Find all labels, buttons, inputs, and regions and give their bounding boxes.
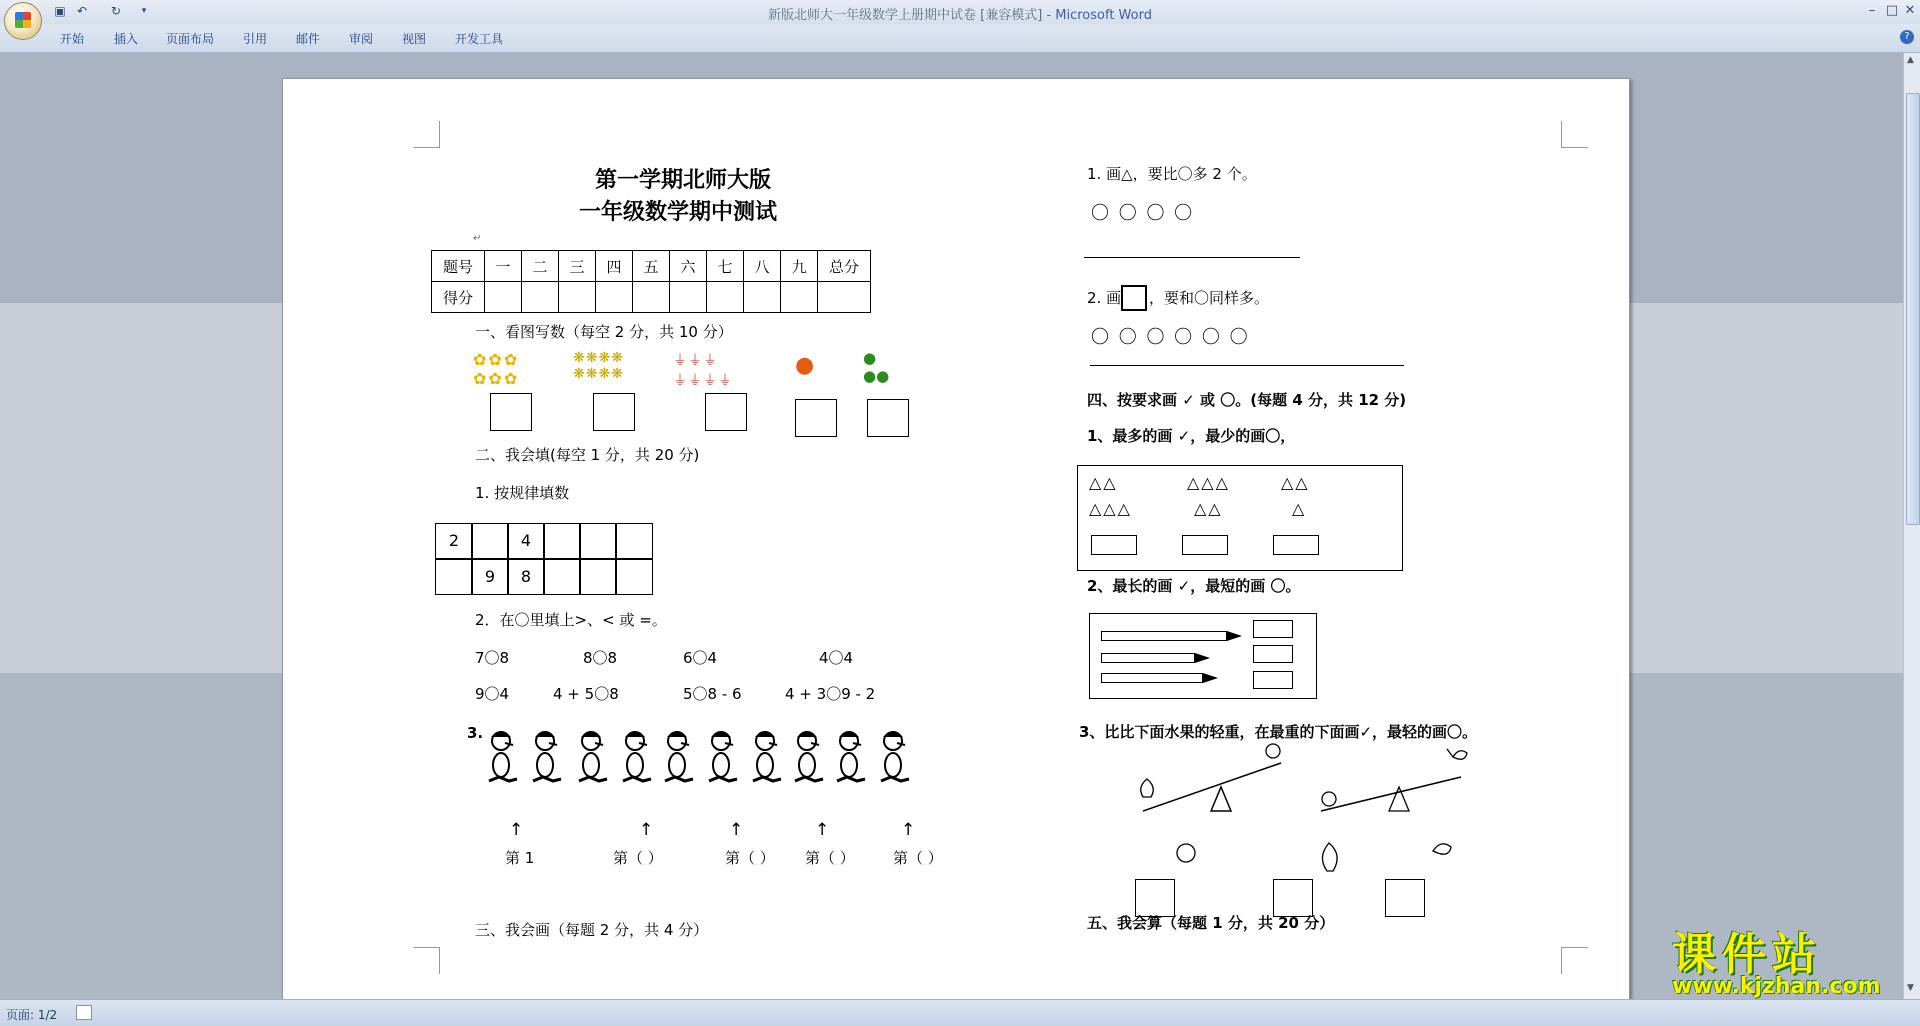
- proofing-icon[interactable]: [76, 1005, 92, 1020]
- page-title: 第一学期北师大版: [595, 168, 772, 193]
- sequence-cell[interactable]: [615, 523, 653, 559]
- crop-mark: [413, 947, 440, 974]
- compare-3: 6〇4: [683, 649, 718, 667]
- title-bar: [0, 0, 1920, 24]
- pencil-short: [1101, 653, 1195, 663]
- paragraph-mark: ↵: [473, 233, 482, 244]
- compare-6: 4 + 5〇8: [553, 685, 619, 703]
- pencil-long: [1101, 631, 1227, 641]
- triangle-group-2: △△△: [1187, 473, 1230, 492]
- help-icon[interactable]: ?: [1900, 30, 1914, 44]
- page-subtitle: 一年级数学期中测试: [579, 200, 778, 225]
- sequence-cell[interactable]: [435, 559, 473, 595]
- answer-box[interactable]: [1253, 645, 1293, 663]
- score-header-cell: 三: [559, 251, 596, 282]
- score-cell[interactable]: [522, 282, 559, 313]
- scroll-up-icon[interactable]: ▲: [1907, 55, 1914, 65]
- question-4-1: 1、最多的画 ✓，最少的画〇，: [1087, 427, 1296, 445]
- maximize-button[interactable]: □: [1885, 3, 1899, 18]
- score-header-cell: 六: [670, 251, 707, 282]
- page-count[interactable]: 页面: 1/2: [6, 1008, 58, 1022]
- sequence-cell[interactable]: [543, 559, 581, 595]
- arrow-icon: ↑: [815, 820, 830, 840]
- question-2-2: 2．在〇里填上>、< 或 =。: [475, 611, 667, 629]
- sequence-cell: 8: [507, 559, 545, 595]
- tab-home[interactable]: 开始: [60, 32, 85, 46]
- crop-mark: [413, 121, 440, 148]
- score-header-cell: 七: [707, 251, 744, 282]
- section-4-heading: 四、按要求画 ✓ 或 〇。(每题 4 分，共 12 分): [1087, 391, 1407, 409]
- flower-picture: ✿✿✿ ✿✿✿: [473, 350, 520, 388]
- draw-question-2-suffix: ，要和〇同样多。: [1149, 289, 1270, 307]
- duck-picture: [703, 727, 739, 791]
- compare-5: 9〇4: [475, 685, 510, 703]
- duck-picture: [747, 727, 783, 791]
- score-cell[interactable]: [559, 282, 596, 313]
- answer-box[interactable]: [1091, 535, 1137, 555]
- score-header-cell: 八: [744, 251, 781, 282]
- sequence-cell[interactable]: [579, 523, 617, 559]
- score-cell[interactable]: [781, 282, 818, 313]
- document-name: 新版北师大一年级数学上册期中试卷 [兼容模式] -: [768, 8, 1056, 23]
- watermark-logo: [1668, 918, 1920, 1008]
- score-cell[interactable]: [633, 282, 670, 313]
- crop-mark: [1561, 947, 1588, 974]
- balance-scales-figure: [1123, 739, 1503, 899]
- score-cell[interactable]: [670, 282, 707, 313]
- tab-page-layout[interactable]: 页面布局: [166, 32, 215, 46]
- sequence-cell[interactable]: [579, 559, 617, 595]
- answer-line: [1084, 257, 1300, 258]
- question-2-1: 1. 按规律填数: [475, 484, 570, 502]
- order-label-5: 第（ ）: [893, 849, 943, 867]
- answer-box[interactable]: [593, 393, 635, 431]
- tab-view[interactable]: 视图: [402, 32, 427, 46]
- draw-question-2-prefix: 2. 画: [1087, 289, 1122, 307]
- tab-review[interactable]: 审阅: [349, 32, 374, 46]
- score-header-cell: 四: [596, 251, 633, 282]
- answer-box[interactable]: [490, 393, 532, 431]
- section-3-heading: 三、我会画（每题 2 分，共 4 分）: [475, 921, 709, 939]
- sequence-cell[interactable]: [543, 523, 581, 559]
- tab-insert[interactable]: 插入: [114, 32, 139, 46]
- customize-icon[interactable]: ▾: [141, 6, 147, 16]
- compare-1: 7〇8: [475, 649, 510, 667]
- office-button[interactable]: [4, 2, 42, 40]
- score-cell[interactable]: [707, 282, 744, 313]
- duck-picture: [573, 727, 609, 791]
- answer-box[interactable]: [1385, 879, 1425, 917]
- answer-box[interactable]: [1253, 671, 1293, 689]
- tab-mailings[interactable]: 邮件: [296, 32, 321, 46]
- circle-row-2: 〇 〇 〇 〇 〇 〇: [1091, 327, 1250, 348]
- redo-icon[interactable]: ↻: [110, 4, 122, 18]
- sequence-cell: 4: [507, 523, 545, 559]
- bee-picture: ❋❋❋❋ ❋❋❋❋: [573, 350, 624, 382]
- duck-picture: [483, 727, 519, 791]
- triangle-group-6: △: [1292, 499, 1307, 518]
- compare-8: 4 + 3〇9 - 2: [785, 685, 876, 703]
- compare-7: 5〇8 - 6: [683, 685, 742, 703]
- duck-picture: [875, 727, 911, 791]
- section-5-heading: 五、我会算（每题 1 分，共 20 分）: [1087, 914, 1335, 932]
- question-4-3: 3、比比下面水果的轻重，在最重的下面画✓，最轻的画〇。: [1079, 723, 1478, 741]
- save-icon[interactable]: ▣: [54, 4, 66, 18]
- arrow-icon: ↑: [639, 820, 654, 840]
- answer-box[interactable]: [867, 399, 909, 437]
- circle-row-1: 〇 〇 〇 〇: [1091, 203, 1195, 224]
- pencil-medium: [1101, 673, 1203, 683]
- score-header-cell: 九: [781, 251, 818, 282]
- order-label-1: 第 1: [505, 849, 535, 867]
- score-cell[interactable]: [818, 282, 871, 313]
- triangle-panel: [1077, 465, 1403, 571]
- answer-box[interactable]: [795, 399, 837, 437]
- app-name: Microsoft Word: [1055, 8, 1152, 23]
- duck-picture: [659, 727, 695, 791]
- scroll-down-icon[interactable]: ▼: [1907, 983, 1914, 993]
- score-table: [431, 250, 871, 313]
- arrow-icon: ↑: [509, 820, 524, 840]
- window-title: [0, 4, 1920, 23]
- compare-2: 8〇8: [583, 649, 618, 667]
- score-cell[interactable]: [485, 282, 522, 313]
- score-header-cell: 二: [522, 251, 559, 282]
- sequence-cell[interactable]: [615, 559, 653, 595]
- red-shoes-picture: ⏚⏚⏚ ⏚⏚⏚⏚: [673, 353, 733, 389]
- minimize-button[interactable]: –: [1868, 3, 1876, 18]
- answer-box[interactable]: [1182, 535, 1228, 555]
- compare-4: 4〇4: [819, 649, 854, 667]
- close-button[interactable]: ✕: [1904, 3, 1916, 18]
- undo-icon[interactable]: ↶: [76, 4, 88, 18]
- duck-picture: [789, 727, 825, 791]
- order-label-4: 第（ ）: [805, 849, 855, 867]
- triangle-group-5: △△: [1194, 499, 1223, 518]
- scroll-thumb[interactable]: [1906, 93, 1920, 525]
- section-1-heading: 一、看图写数（每空 2 分，共 10 分）: [475, 323, 733, 341]
- score-value-row: [432, 282, 871, 313]
- peach-picture: ●: [795, 353, 815, 378]
- duck-picture: [617, 727, 653, 791]
- sequence-cell: 2: [435, 523, 473, 559]
- order-label-2: 第（ ）: [613, 849, 663, 867]
- score-cell[interactable]: [744, 282, 781, 313]
- score-header-cell: 总分: [818, 251, 871, 282]
- arrow-icon: ↑: [901, 820, 916, 840]
- watermark-text: 课件站: [1672, 929, 1822, 980]
- tab-references[interactable]: 引用: [243, 32, 268, 46]
- score-header-cell: 五: [633, 251, 670, 282]
- question-2-3: 3.: [467, 724, 484, 742]
- score-header-row: [432, 251, 871, 282]
- score-header-cell: 一: [485, 251, 522, 282]
- tab-developer[interactable]: 开发工具: [455, 32, 504, 46]
- document-page[interactable]: [282, 78, 1630, 1010]
- draw-question-1: 1. 画△，要比〇多 2 个。: [1087, 165, 1257, 183]
- arrow-icon: ↑: [729, 820, 744, 840]
- question-4-2: 2、最长的画 ✓，最短的画 〇。: [1087, 577, 1301, 595]
- square-sample: [1121, 285, 1147, 311]
- vertical-scrollbar[interactable]: [1903, 53, 1920, 999]
- triangle-group-4: △△△: [1089, 499, 1132, 518]
- answer-line: [1090, 365, 1404, 366]
- duck-picture: [527, 727, 563, 791]
- answer-box[interactable]: [1273, 535, 1319, 555]
- duck-picture: [831, 727, 867, 791]
- answer-box[interactable]: [705, 393, 747, 431]
- status-bar: [0, 999, 1920, 1026]
- sequence-cell: 9: [471, 559, 509, 595]
- green-apple-picture: ● ●●: [863, 349, 890, 385]
- triangle-group-1: △△: [1089, 473, 1118, 492]
- score-cell: 得分: [432, 282, 485, 313]
- score-cell[interactable]: [596, 282, 633, 313]
- crop-mark: [1561, 121, 1588, 148]
- order-label-3: 第（ ）: [725, 849, 775, 867]
- section-2-heading: 二、我会填(每空 1 分，共 20 分): [475, 446, 700, 464]
- office-logo-icon: [15, 12, 31, 28]
- watermark-url: www.kjzhan.com: [1672, 974, 1881, 999]
- sequence-cell[interactable]: [471, 523, 509, 559]
- triangle-group-3: △△: [1281, 473, 1310, 492]
- score-header-cell: 题号: [432, 251, 485, 282]
- answer-box[interactable]: [1253, 620, 1293, 638]
- ribbon-tabs: [0, 24, 1920, 53]
